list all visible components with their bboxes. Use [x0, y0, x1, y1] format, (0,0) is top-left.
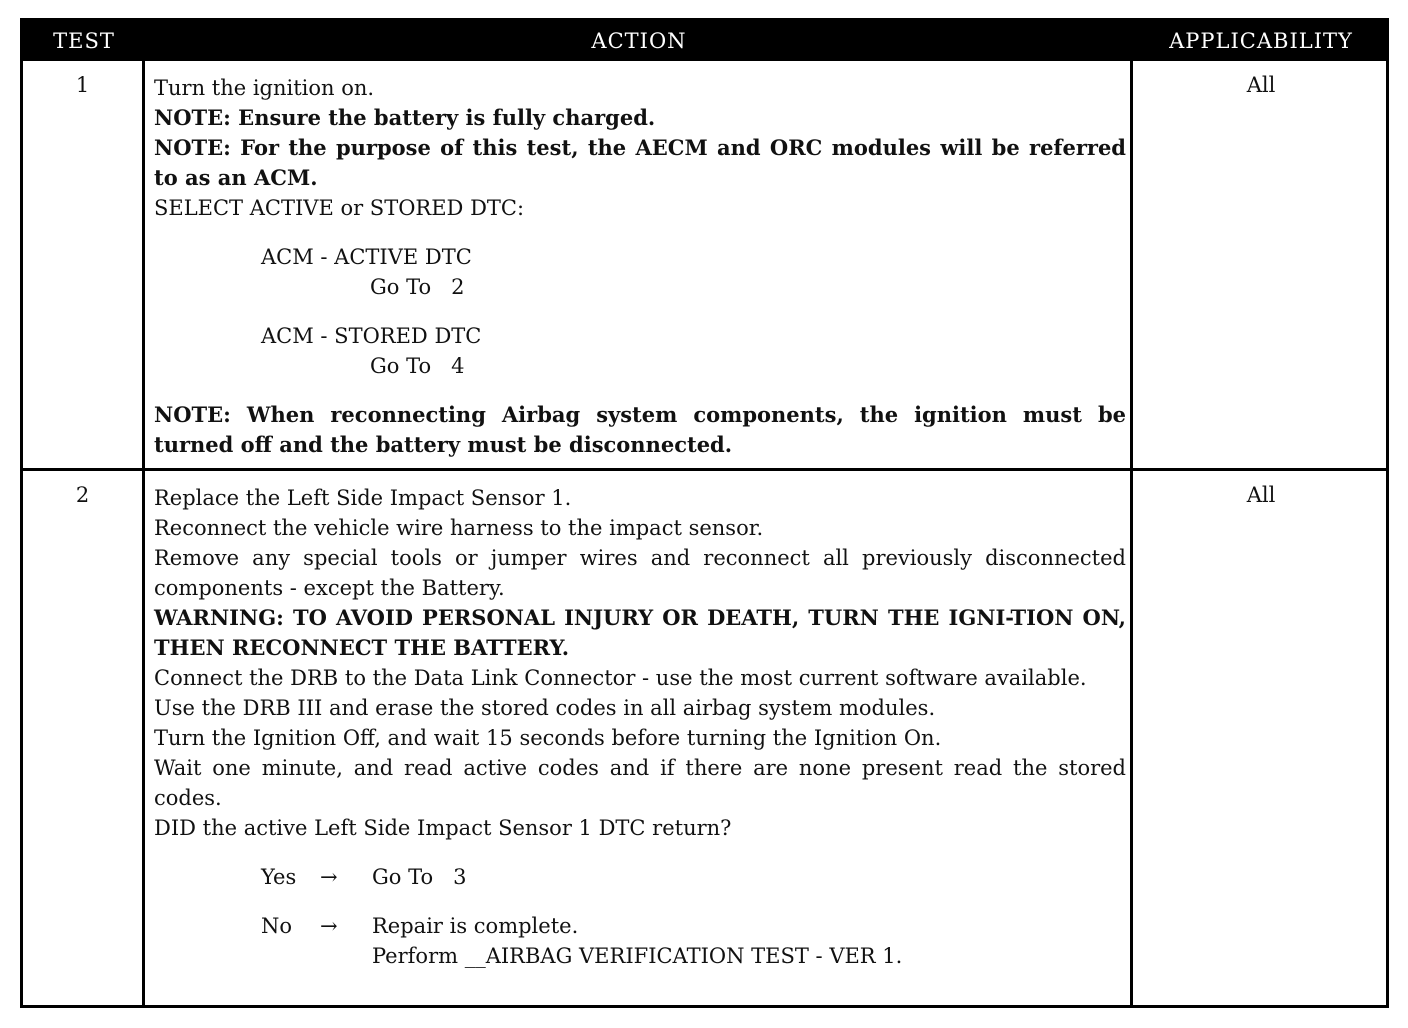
no-perform: Perform __AIRBAG VERIFICATION TEST - VER 1. — [372, 944, 903, 968]
applicability-value: All — [1246, 483, 1276, 507]
table-row — [23, 471, 1386, 1005]
header-applicability: APPLICABILITY — [1169, 29, 1353, 53]
yes-label: Yes — [261, 865, 297, 889]
warning-line: WARNING: TO AVOID PERSONAL INJURY OR DEATH, TURN THE IGNI-TION ON, THEN RECONNECT THE BATTERY. — [154, 605, 1126, 660]
arrow-icon: → — [320, 865, 338, 889]
no-branch — [154, 911, 1126, 941]
action-line: Turn the ignition on. — [154, 76, 375, 100]
yes-goto: Go To 3 — [372, 865, 467, 889]
option-goto: Go To 4 — [370, 354, 465, 378]
action-line: Reconnect the vehicle wire harness to the impact sensor. — [154, 516, 764, 540]
table-row — [23, 61, 1386, 468]
action-line: Use the DRB III and erase the stored codes in all airbag system modules. — [154, 696, 936, 720]
action-line: DID the active Left Side Impact Sensor 1 DTC return? — [154, 816, 732, 840]
action-line: Remove any special tools or jumper wires and reconnect all previously disconnected components - except the Battery. — [154, 546, 1126, 600]
action-line: Replace the Left Side Impact Sensor 1. — [154, 486, 572, 510]
header-test: TEST — [53, 29, 115, 53]
action-line: SELECT ACTIVE or STORED DTC: — [154, 196, 525, 220]
option-label: ACM - ACTIVE DTC — [261, 245, 472, 269]
test-number: 2 — [75, 483, 90, 507]
table-header-row — [23, 21, 1386, 61]
no-result: Repair is complete. — [372, 914, 579, 938]
action-line: Connect the DRB to the Data Link Connector - use the most current software available. — [154, 666, 1087, 690]
applicability-value: All — [1246, 73, 1276, 97]
yes-branch — [154, 862, 1126, 892]
note-line: NOTE: Ensure the battery is fully charged. — [154, 105, 656, 130]
action-cell — [154, 483, 1126, 971]
action-line: Wait one minute, and read active codes and if there are none present read the stored codes. — [154, 756, 1126, 810]
arrow-icon: → — [320, 914, 338, 938]
no-branch-continued — [154, 941, 1126, 971]
note-line: NOTE: When reconnecting Airbag system components, the ignition must be turned off and the battery must be disconnected. — [154, 402, 1126, 457]
option-goto: Go To 2 — [370, 275, 465, 299]
header-action: ACTION — [591, 29, 687, 53]
test-number: 1 — [75, 73, 90, 97]
no-label: No — [261, 914, 293, 938]
diagnostic-test-table — [20, 18, 1389, 1008]
option-label: ACM - STORED DTC — [261, 324, 482, 348]
action-cell — [154, 73, 1126, 460]
action-line: Turn the Ignition Off, and wait 15 seconds before turning the Ignition On. — [154, 726, 942, 750]
note-line: NOTE: For the purpose of this test, the AECM and ORC modules will be referred to as an ACM. — [154, 135, 1126, 190]
